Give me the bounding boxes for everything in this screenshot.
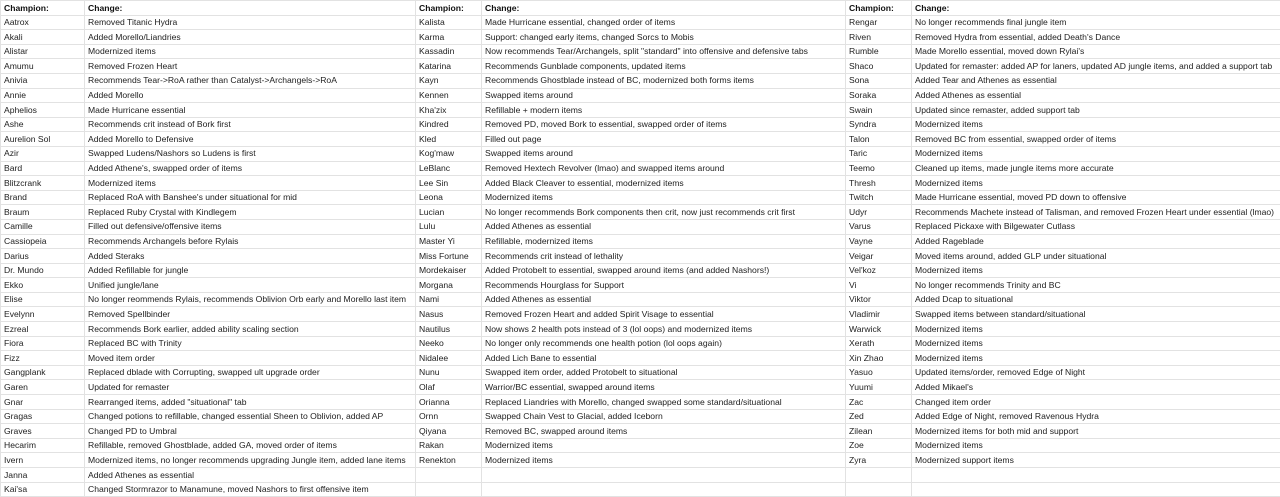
champion-cell[interactable]: Xin Zhao	[846, 351, 912, 366]
champion-cell[interactable]: Darius	[1, 249, 85, 264]
champion-cell[interactable]: Taric	[846, 146, 912, 161]
change-cell[interactable]: Added Black Cleaver to essential, modernized items	[482, 176, 846, 191]
change-cell[interactable]: Added Protobelt to essential, swapped around items (and added Nashors!)	[482, 263, 846, 278]
champion-cell[interactable]: Aphelios	[1, 103, 85, 118]
table-row	[1, 307, 1280, 322]
change-cell[interactable]: Replaced BC with Trinity	[85, 336, 416, 351]
champion-cell[interactable]: Gnar	[1, 395, 85, 410]
change-cell[interactable]: Added Morello to Defensive	[85, 132, 416, 147]
change-header: Change:	[482, 1, 846, 16]
change-cell[interactable]: Made Hurricane essential	[85, 103, 416, 118]
change-cell[interactable]: Unified jungle/lane	[85, 278, 416, 293]
change-cell[interactable]: Modernized items	[85, 176, 416, 191]
champion-cell[interactable]: Evelynn	[1, 307, 85, 322]
change-cell[interactable]: No longer recommends Bork components then crit, now just recommends crit first	[482, 205, 846, 220]
champion-cell[interactable]: Zed	[846, 409, 912, 424]
champion-cell[interactable]: Nidalee	[416, 351, 482, 366]
champion-cell[interactable]: Ashe	[1, 117, 85, 132]
champion-cell[interactable]: Leona	[416, 190, 482, 205]
champion-cell[interactable]: Ekko	[1, 278, 85, 293]
change-cell[interactable]: Swapped items between standard/situational	[912, 307, 1280, 322]
champion-cell[interactable]: Kled	[416, 132, 482, 147]
table-row	[1, 453, 1280, 468]
change-cell[interactable]: Updated for remaster	[85, 380, 416, 395]
change-cell[interactable]: Added Lich Bane to essential	[482, 351, 846, 366]
change-cell[interactable]	[912, 468, 1280, 483]
champion-cell[interactable]	[416, 482, 482, 497]
change-cell[interactable]: Modernized items	[912, 263, 1280, 278]
change-cell[interactable]: Recommends Gunblade components, updated items	[482, 59, 846, 74]
change-cell[interactable]: Added Dcap to situational	[912, 292, 1280, 307]
change-cell[interactable]: Filled out defensive/offensive items	[85, 219, 416, 234]
champion-cell[interactable]: Amumu	[1, 59, 85, 74]
change-cell[interactable]: Added Mikael's	[912, 380, 1280, 395]
table-row	[1, 103, 1280, 118]
champion-cell[interactable]: Udyr	[846, 205, 912, 220]
champion-cell[interactable]: Soraka	[846, 88, 912, 103]
change-cell[interactable]: Added Morello/Liandries	[85, 30, 416, 45]
change-cell[interactable]: Modernized items	[482, 190, 846, 205]
champion-cell[interactable]: Elise	[1, 292, 85, 307]
change-cell[interactable]: Swapped item order, added Protobelt to situational	[482, 365, 846, 380]
champion-cell[interactable]: Vi	[846, 278, 912, 293]
champion-header: Champion:	[1, 1, 85, 16]
champion-cell[interactable]: Mordekaiser	[416, 263, 482, 278]
champion-cell[interactable]: Qiyana	[416, 424, 482, 439]
change-cell[interactable]: Replaced Ruby Crystal with Kindlegem	[85, 205, 416, 220]
change-cell[interactable]: Changed PD to Umbral	[85, 424, 416, 439]
champion-cell[interactable]: Varus	[846, 219, 912, 234]
change-cell[interactable]: Modernized items	[912, 438, 1280, 453]
change-cell[interactable]: Recommends crit instead of lethality	[482, 249, 846, 264]
change-cell[interactable]: Modernized items	[912, 351, 1280, 366]
champion-cell[interactable]: Zoe	[846, 438, 912, 453]
change-cell[interactable]: Added Morello	[85, 88, 416, 103]
change-cell[interactable]: Replaced RoA with Banshee's under situational for mid	[85, 190, 416, 205]
table-row	[1, 176, 1280, 191]
change-cell[interactable]: Replaced Liandries with Morello, changed swapped some standard/situational	[482, 395, 846, 410]
change-cell[interactable]: Modernized items	[482, 438, 846, 453]
change-cell[interactable]: Updated since remaster, added support tab	[912, 103, 1280, 118]
champion-cell[interactable]: Nunu	[416, 365, 482, 380]
change-cell[interactable]: Removed Spellbinder	[85, 307, 416, 322]
change-cell[interactable]: No longer recommends final jungle item	[912, 15, 1280, 30]
table-row	[1, 292, 1280, 307]
change-cell[interactable]: Updated for remaster: added AP for laners, updated AD jungle items, and added a support tab	[912, 59, 1280, 74]
change-cell[interactable]: Made Morello essential, moved down Rylai's	[912, 44, 1280, 59]
table-row	[1, 322, 1280, 337]
champion-cell[interactable]: Rakan	[416, 438, 482, 453]
table-row	[1, 424, 1280, 439]
champion-cell[interactable]: Alistar	[1, 44, 85, 59]
table-row	[1, 44, 1280, 59]
champion-cell[interactable]	[846, 482, 912, 497]
champion-cell[interactable]: Annie	[1, 88, 85, 103]
champion-cell[interactable]: Kalista	[416, 15, 482, 30]
change-cell[interactable]: Recommends Machete instead of Talisman, and removed Frozen Heart under essential (lmao)	[912, 205, 1280, 220]
change-cell[interactable]: Added Athene's, swapped order of items	[85, 161, 416, 176]
change-cell[interactable]: No longer reommends Rylais, recommends Oblivion Orb early and Morello last item	[85, 292, 416, 307]
change-cell[interactable]: Added Steraks	[85, 249, 416, 264]
champion-cell[interactable]: Warwick	[846, 322, 912, 337]
change-cell[interactable]: Removed BC from essential, swapped order of items	[912, 132, 1280, 147]
change-cell[interactable]: Made Hurricane essential, moved PD down to offensive	[912, 190, 1280, 205]
change-cell[interactable]: Warrior/BC essential, swapped around items	[482, 380, 846, 395]
champion-cell[interactable]: Rengar	[846, 15, 912, 30]
champion-cell[interactable]: Aurelion Sol	[1, 132, 85, 147]
change-cell[interactable]: Refillable, removed Ghostblade, added GA, moved order of items	[85, 438, 416, 453]
champion-cell[interactable]: Riven	[846, 30, 912, 45]
champion-cell[interactable]: Blitzcrank	[1, 176, 85, 191]
champion-cell[interactable]	[846, 468, 912, 483]
change-cell[interactable]: Changed Stormrazor to Manamune, moved Nashors to first offensive item	[85, 482, 416, 497]
change-cell[interactable]: Cleaned up items, made jungle items more accurate	[912, 161, 1280, 176]
champion-cell[interactable]: Lulu	[416, 219, 482, 234]
table-row	[1, 132, 1280, 147]
change-cell[interactable]: Added Refillable for jungle	[85, 263, 416, 278]
champion-cell[interactable]: Morgana	[416, 278, 482, 293]
champion-cell[interactable]: Vel'koz	[846, 263, 912, 278]
champion-cell[interactable]: Cassiopeia	[1, 234, 85, 249]
change-cell[interactable]: Modernized items	[912, 117, 1280, 132]
change-cell[interactable]: Added Athenes as essential	[482, 219, 846, 234]
champion-cell[interactable]: Shaco	[846, 59, 912, 74]
change-cell[interactable]: Recommends Ghostblade instead of BC, modernized both forms items	[482, 73, 846, 88]
champion-cell[interactable]: Rumble	[846, 44, 912, 59]
champion-cell[interactable]: LeBlanc	[416, 161, 482, 176]
change-cell[interactable]: Replaced Pickaxe with Bilgewater Cutlass	[912, 219, 1280, 234]
table-row	[1, 336, 1280, 351]
champion-cell[interactable]: Olaf	[416, 380, 482, 395]
table-row	[1, 409, 1280, 424]
change-cell[interactable]: Modernized items, no longer recommends upgrading Jungle item, added lane items	[85, 453, 416, 468]
change-cell[interactable]: Modernized items	[85, 44, 416, 59]
change-cell[interactable]: Swapped items around	[482, 146, 846, 161]
champion-cell[interactable]: Anivia	[1, 73, 85, 88]
champion-cell[interactable]: Teemo	[846, 161, 912, 176]
header-row	[1, 1, 1280, 16]
champion-cell[interactable]: Fiora	[1, 336, 85, 351]
change-cell[interactable]: Removed Titanic Hydra	[85, 15, 416, 30]
change-cell[interactable]: Moved item order	[85, 351, 416, 366]
change-cell[interactable]: Added Tear and Athenes as essential	[912, 73, 1280, 88]
table-row	[1, 88, 1280, 103]
champion-cell[interactable]: Viktor	[846, 292, 912, 307]
table-row	[1, 146, 1280, 161]
champion-cell[interactable]: Lee Sin	[416, 176, 482, 191]
champion-cell[interactable]: Yasuo	[846, 365, 912, 380]
change-cell[interactable]: Modernized items for both mid and support	[912, 424, 1280, 439]
table-row	[1, 190, 1280, 205]
champion-cell[interactable]: Syndra	[846, 117, 912, 132]
table-row	[1, 15, 1280, 30]
change-cell[interactable]: Modernized support items	[912, 453, 1280, 468]
change-cell[interactable]: Removed Hydra from essential, added Death's Dance	[912, 30, 1280, 45]
champion-cell[interactable]: Ivern	[1, 453, 85, 468]
table-row	[1, 351, 1280, 366]
champion-cell[interactable]: Katarina	[416, 59, 482, 74]
change-cell[interactable]: Removed Hextech Revolver (lmao) and swapped items around	[482, 161, 846, 176]
table-row	[1, 482, 1280, 497]
champion-cell[interactable]: Kog'maw	[416, 146, 482, 161]
champion-cell[interactable]: Fizz	[1, 351, 85, 366]
change-cell[interactable]: Added Edge of Night, removed Ravenous Hydra	[912, 409, 1280, 424]
change-cell[interactable]: Recommends Hourglass for Support	[482, 278, 846, 293]
change-cell[interactable]: Swapped Chain Vest to Glacial, added Iceborn	[482, 409, 846, 424]
change-cell[interactable]: Added Athenes as essential	[912, 88, 1280, 103]
champion-cell[interactable]: Nautilus	[416, 322, 482, 337]
change-cell[interactable]: Modernized items	[912, 176, 1280, 191]
table-row	[1, 219, 1280, 234]
champion-cell[interactable]: Braum	[1, 205, 85, 220]
champion-cell[interactable]: Garen	[1, 380, 85, 395]
champion-cell[interactable]: Nami	[416, 292, 482, 307]
change-cell[interactable]: Recommends Bork earlier, added ability scaling section	[85, 322, 416, 337]
champion-cell[interactable]: Yuumi	[846, 380, 912, 395]
change-header: Change:	[85, 1, 416, 16]
champion-cell[interactable]: Gragas	[1, 409, 85, 424]
champion-cell[interactable]: Kayn	[416, 73, 482, 88]
change-cell[interactable]: Removed Frozen Heart and added Spirit Visage to essential	[482, 307, 846, 322]
table-row	[1, 380, 1280, 395]
champion-cell[interactable]	[416, 468, 482, 483]
champion-cell[interactable]: Kindred	[416, 117, 482, 132]
champion-cell[interactable]: Gangplank	[1, 365, 85, 380]
champion-cell[interactable]: Aatrox	[1, 15, 85, 30]
champion-cell[interactable]: Camille	[1, 219, 85, 234]
change-cell[interactable]: Refillable + modern items	[482, 103, 846, 118]
change-cell[interactable]	[912, 482, 1280, 497]
change-cell[interactable]: Made Hurricane essential, changed order of items	[482, 15, 846, 30]
change-cell[interactable]: Added Athenes as essential	[482, 292, 846, 307]
champion-cell[interactable]: Orianna	[416, 395, 482, 410]
change-header: Change:	[912, 1, 1280, 16]
change-cell[interactable]: Rearranged items, added "situational" tab	[85, 395, 416, 410]
champion-cell[interactable]: Kennen	[416, 88, 482, 103]
change-cell[interactable]: Filled out page	[482, 132, 846, 147]
champion-header: Champion:	[846, 1, 912, 16]
champion-cell[interactable]: Thresh	[846, 176, 912, 191]
change-cell[interactable]: Swapped Ludens/Nashors so Ludens is first	[85, 146, 416, 161]
table-row	[1, 161, 1280, 176]
champion-cell[interactable]: Swain	[846, 103, 912, 118]
table-row	[1, 278, 1280, 293]
change-cell[interactable]: Refillable, modernized items	[482, 234, 846, 249]
champion-cell[interactable]: Janna	[1, 468, 85, 483]
table-row	[1, 468, 1280, 483]
table-row	[1, 59, 1280, 74]
change-cell[interactable]: Modernized items	[482, 453, 846, 468]
change-cell[interactable]: No longer recommends Trinity and BC	[912, 278, 1280, 293]
change-cell[interactable]: No longer only recommends one health potion (lol oops again)	[482, 336, 846, 351]
change-cell[interactable]	[482, 468, 846, 483]
champion-cell[interactable]: Hecarim	[1, 438, 85, 453]
change-cell[interactable]: Now shows 2 health pots instead of 3 (lol oops) and modernized items	[482, 322, 846, 337]
champion-cell[interactable]: Renekton	[416, 453, 482, 468]
champion-cell[interactable]: Graves	[1, 424, 85, 439]
champion-cell[interactable]: Kai'sa	[1, 482, 85, 497]
change-cell[interactable]	[482, 482, 846, 497]
change-cell[interactable]: Recommends Tear->RoA rather than Catalyst->Archangels->RoA	[85, 73, 416, 88]
champion-cell[interactable]: Neeko	[416, 336, 482, 351]
champion-cell[interactable]: Vladimir	[846, 307, 912, 322]
change-cell[interactable]: Modernized items	[912, 336, 1280, 351]
table-row	[1, 395, 1280, 410]
champion-cell[interactable]: Nasus	[416, 307, 482, 322]
table-row	[1, 249, 1280, 264]
table-row	[1, 365, 1280, 380]
change-cell[interactable]: Swapped items around	[482, 88, 846, 103]
change-cell[interactable]: Recommends Archangels before Rylais	[85, 234, 416, 249]
table-row	[1, 438, 1280, 453]
champion-cell[interactable]: Ezreal	[1, 322, 85, 337]
champion-cell[interactable]: Zyra	[846, 453, 912, 468]
change-cell[interactable]: Removed BC, swapped around items	[482, 424, 846, 439]
table-row	[1, 30, 1280, 45]
change-cell[interactable]: Modernized items	[912, 322, 1280, 337]
champion-cell[interactable]: Brand	[1, 190, 85, 205]
change-cell[interactable]: Removed Frozen Heart	[85, 59, 416, 74]
champion-cell[interactable]: Twitch	[846, 190, 912, 205]
champion-cell[interactable]: Ornn	[416, 409, 482, 424]
champion-cell[interactable]: Kha'zix	[416, 103, 482, 118]
table-body	[1, 15, 1280, 497]
champion-cell[interactable]: Azir	[1, 146, 85, 161]
change-cell[interactable]: Changed item order	[912, 395, 1280, 410]
champion-cell[interactable]: Lucian	[416, 205, 482, 220]
champion-cell[interactable]: Vayne	[846, 234, 912, 249]
change-cell[interactable]: Added Athenes as essential	[85, 468, 416, 483]
champion-cell[interactable]: Xerath	[846, 336, 912, 351]
change-cell[interactable]: Replaced dblade with Corrupting, swapped ult upgrade order	[85, 365, 416, 380]
change-cell[interactable]: Support: changed early items, changed Sorcs to Mobis	[482, 30, 846, 45]
champion-cell[interactable]: Zilean	[846, 424, 912, 439]
change-cell[interactable]: Recommends crit instead of Bork first	[85, 117, 416, 132]
champion-cell[interactable]: Sona	[846, 73, 912, 88]
change-cell[interactable]: Removed PD, moved Bork to essential, swapped order of items	[482, 117, 846, 132]
champion-cell[interactable]: Miss Fortune	[416, 249, 482, 264]
champion-cell[interactable]: Karma	[416, 30, 482, 45]
change-cell[interactable]: Updated items/order, removed Edge of Night	[912, 365, 1280, 380]
champion-cell[interactable]: Dr. Mundo	[1, 263, 85, 278]
change-cell[interactable]: Now recommends Tear/Archangels, split "standard" into offensive and defensive tabs	[482, 44, 846, 59]
champion-cell[interactable]: Akali	[1, 30, 85, 45]
champion-cell[interactable]: Master Yi	[416, 234, 482, 249]
champion-cell[interactable]: Veigar	[846, 249, 912, 264]
champion-cell[interactable]: Bard	[1, 161, 85, 176]
table-row	[1, 263, 1280, 278]
change-cell[interactable]: Modernized items	[912, 146, 1280, 161]
change-cell[interactable]: Moved items around, added GLP under situational	[912, 249, 1280, 264]
champion-cell[interactable]: Talon	[846, 132, 912, 147]
champion-cell[interactable]: Kassadin	[416, 44, 482, 59]
table-row	[1, 234, 1280, 249]
change-cell[interactable]: Changed potions to refillable, changed essential Sheen to Oblivion, added AP	[85, 409, 416, 424]
champion-header: Champion:	[416, 1, 482, 16]
change-cell[interactable]: Added Rageblade	[912, 234, 1280, 249]
table-row	[1, 73, 1280, 88]
champion-cell[interactable]: Zac	[846, 395, 912, 410]
table-row	[1, 117, 1280, 132]
table-row	[1, 205, 1280, 220]
